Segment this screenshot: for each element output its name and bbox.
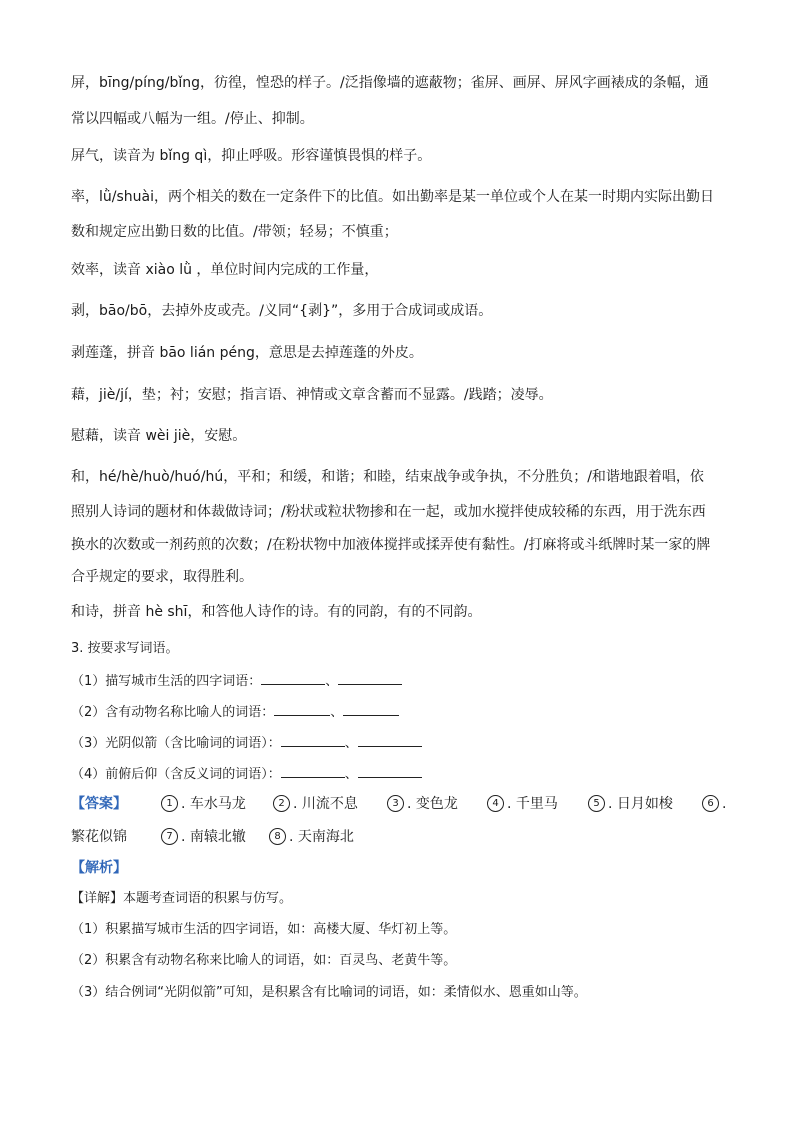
answer-blank[interactable] xyxy=(358,765,422,778)
circled-number: 5 xyxy=(588,795,605,812)
answer-blank[interactable] xyxy=(261,672,325,685)
analysis-detail xyxy=(71,890,292,908)
question-item-label: （1）描写城市生活的四字词语： xyxy=(71,674,262,689)
separator: 、 xyxy=(344,767,358,782)
paragraph-jie: 藉，jiè/jí，垫；衬；安慰；指言语、神情或文章含蓄而不显露。/践踏；凌辱。 xyxy=(71,387,553,403)
answer-text: 车水马龙 xyxy=(189,796,246,812)
question-item-2 xyxy=(71,703,399,722)
dot: . xyxy=(181,796,186,812)
paragraph-pingqi: 屏气，读音为 bǐng qì，抑止呼吸。形容谨慎畏惧的样子。 xyxy=(71,148,432,164)
dot: . xyxy=(289,829,294,845)
dot: . xyxy=(722,796,727,812)
answer-blank[interactable] xyxy=(358,734,422,747)
analysis-line-1: （1）积累描写城市生活的四字词语，如：高楼大厦、华灯初上等。 xyxy=(71,922,457,937)
dot: . xyxy=(507,796,512,812)
paragraph-bao-lianpeng: 剥莲蓬，拼音 bāo lián péng，意思是去掉莲蓬的外皮。 xyxy=(71,345,423,361)
answer-blank[interactable] xyxy=(338,672,402,685)
answer-text: 日月如梭 xyxy=(616,796,673,812)
answer-item-6 xyxy=(702,795,726,813)
answer-text: 千里马 xyxy=(515,796,558,812)
question-item-label: （3）光阴似箭（含比喻词的词语）： xyxy=(71,736,281,751)
answer-blank[interactable] xyxy=(281,734,345,747)
paragraph-lv-line1: 率，lǜ/shuài，两个相关的数在一定条件下的比值。如出勤率是某一单位或个人在某一时期内实际出勤日 xyxy=(71,189,714,205)
dot: . xyxy=(293,796,298,812)
answer-item-4 xyxy=(487,795,558,813)
circled-number: 6 xyxy=(702,795,719,812)
answer-item-1 xyxy=(161,795,246,813)
answer-item-7 xyxy=(161,828,246,846)
paragraph-ping-line2: 常以四幅或八幅为一组。/停止、抑制。 xyxy=(71,111,314,127)
question-item-label: （2）含有动物名称比喻人的词语： xyxy=(71,705,275,720)
answer-item-8 xyxy=(269,828,354,846)
analysis-line-3: （3）结合例词“光阴似箭”可知，是积累含有比喻词的词语，如：柔情似水、恩重如山等。 xyxy=(71,985,587,1000)
answer-text: 天南海北 xyxy=(297,829,354,845)
circled-number: 1 xyxy=(161,795,178,812)
answer-blank[interactable] xyxy=(343,703,399,716)
paragraph-he-line2: 照别人诗词的题材和体裁做诗词；/粉状或粒状物掺和在一起，或加水搅拌使成较稀的东西，用于洗东西 xyxy=(71,504,706,520)
circled-number: 2 xyxy=(273,795,290,812)
question-item-3 xyxy=(71,734,422,753)
paragraph-weijie: 慰藉，读音 wèi jiè，安慰。 xyxy=(71,428,247,444)
answer-blank[interactable] xyxy=(274,703,330,716)
answer-blank[interactable] xyxy=(281,765,345,778)
analysis-label: 【解析】 xyxy=(71,860,127,876)
paragraph-lv-line2: 数和规定应出勤日数的比值。/带领；轻易；不慎重； xyxy=(71,224,398,240)
answer-text: 南辕北辙 xyxy=(189,829,246,845)
question-item-4 xyxy=(71,765,422,784)
paragraph-he-line1: 和，hé/hè/huò/huó/hú，平和；和缓，和谐；和睦，结束战争或争执，不分胜负；/和谐地跟着唱，依 xyxy=(71,469,704,485)
dot: . xyxy=(608,796,613,812)
answer-text: 变色龙 xyxy=(415,796,458,812)
paragraph-bao: 剥，bāo/bō，去掉外皮或壳。/义同“{剥}”，多用于合成词或成语。 xyxy=(71,303,493,319)
paragraph-he-line3: 换水的次数或一剂药煎的次数；/在粉状物中加液体搅拌或揉弄使有黏性。/打麻将或斗纸牌时某一家的牌 xyxy=(71,537,711,553)
detail-label: 【详解】 xyxy=(71,891,124,906)
separator: 、 xyxy=(325,674,339,689)
circled-number: 3 xyxy=(387,795,404,812)
detail-text: 本题考查词语的积累与仿写。 xyxy=(123,891,293,906)
question-item-label: （4）前俯后仰（含反义词的词语）： xyxy=(71,767,281,782)
dot: . xyxy=(407,796,412,812)
separator: 、 xyxy=(330,705,344,720)
circled-number: 7 xyxy=(161,828,178,845)
paragraph-heshi: 和诗，拼音 hè shī，和答他人诗作的诗。有的同韵，有的不同韵。 xyxy=(71,604,482,620)
paragraph-he-line4: 合乎规定的要求，取得胜利。 xyxy=(71,569,253,585)
answer-item-6-text: 繁花似锦 xyxy=(71,829,127,845)
paragraph-xiaolv: 效率，读音 xiào lǜ ，单位时间内完成的工作量， xyxy=(71,262,379,278)
analysis-line-2: （2）积累含有动物名称来比喻人的词语，如：百灵鸟、老黄牛等。 xyxy=(71,953,457,968)
answer-label: 【答案】 xyxy=(71,796,127,812)
question-title: 3. 按要求写词语。 xyxy=(71,641,179,656)
answer-item-3 xyxy=(387,795,458,813)
question-item-1 xyxy=(71,672,402,691)
answer-item-2 xyxy=(273,795,358,813)
circled-number: 8 xyxy=(269,828,286,845)
circled-number: 4 xyxy=(487,795,504,812)
separator: 、 xyxy=(344,736,358,751)
answer-item-5 xyxy=(588,795,673,813)
answer-text: 川流不息 xyxy=(301,796,358,812)
paragraph-ping-line1: 屏，bīng/píng/bǐng，彷徨，惶恐的样子。/泛指像墙的遮蔽物；雀屏、画屏、屏风字画裱成的条幅，通 xyxy=(71,75,709,91)
dot: . xyxy=(181,829,186,845)
